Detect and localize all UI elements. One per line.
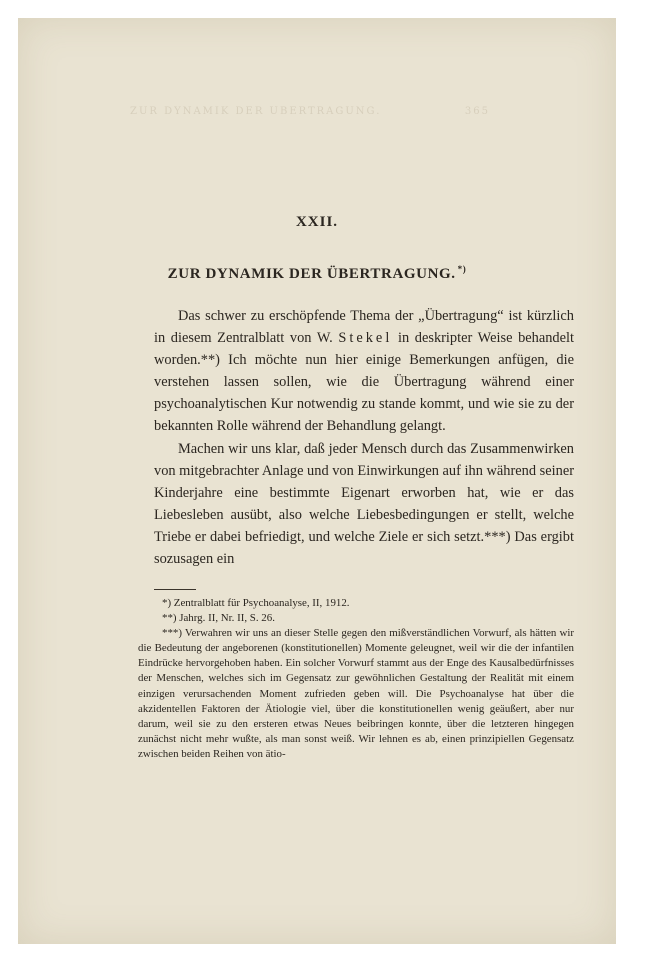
book-page — [18, 18, 616, 944]
chapter-title-footnote-mark: *) — [457, 264, 467, 274]
footnotes — [138, 596, 574, 762]
paragraph-1-part-a: Das schwer zu erschöpfende Thema der „Übertragung“ ist kürzlich in diesem Zentralblatt von W. — [154, 308, 574, 347]
footnote-rule — [154, 589, 196, 590]
footnote-3: ***) Verwahren wir uns an dieser Stelle gegen den mißverständlichen Vorwurf, als hätten wir die Bedeutung der angeborenen (konstitutionellen) Momente geleugnet, weil wir die der infantilen Eindrücke hervorgehoben haben. Ein solcher Vorwurf stammt aus der Enge des Kausalbedürfnisses der Menschen, welches sich im Gegensatz zur gewöhnlichen Gestaltung der Realität mit einem einzigen verursachenden Moment zufrieden geben will. Die Psychoanalyse hat über die akzidentellen Faktoren der Ätiologie viel, über die konstitutionellen wenig geäußert, aber nur darum, weil sie zu den ersteren etwas Neues beibringen konnte, über die letzteren hingegen zunächst nicht mehr wußte, als man sonst weiß. Wir lehnen es ab, einen prinzipiellen Gegensatz zwischen beiden Reihen von ätio- — [138, 627, 574, 760]
chapter-number: XXII. — [295, 214, 339, 230]
running-head-text: ZUR DYNAMIK DER ÜBERTRAGUNG. — [130, 106, 382, 117]
paragraph-2: Machen wir uns klar, daß jeder Mensch durch das Zusammenwirken von mitgebrachter Anlage und von Einwirkungen auf ihn während seiner Kinderjahre eine bestimmte Eigenart erworben hat, wie er das Liebesleben ausübt, also welche Liebesbedingungen er stellt, welche Triebe er dabei befriedigt, und welche Ziele er sich setzt.***) Das ergibt sozusagen ein — [154, 440, 575, 568]
chapter-title-text: ZUR DYNAMIK DER ÜBERTRAGUNG. — [167, 266, 456, 282]
paragraph-1-part-b: in deskripter Weise behandelt worden.**) Ich möchte nun hier einige Bemerkungen anfügen, die verstehen lassen sollen, wie die Übertragung während einer psychoanalytischen Kur notwendig zu stande kommt, und wie sie zu der bekannten Rolle während der Behandlung gelangt. — [154, 330, 575, 435]
paragraph-1 — [154, 305, 574, 438]
footnote-2: **) Jahrg. II, Nr. II, S. 26. — [162, 612, 275, 625]
body-text — [154, 305, 574, 570]
running-head-page-number: 365 — [464, 106, 490, 117]
show-through-running-head — [130, 106, 490, 117]
author-name-stekel: Stekel — [338, 330, 393, 347]
footnote-1: *) Zentralblatt für Psychoanalyse, II, 1912. — [162, 597, 350, 609]
chapter-title — [18, 264, 616, 283]
